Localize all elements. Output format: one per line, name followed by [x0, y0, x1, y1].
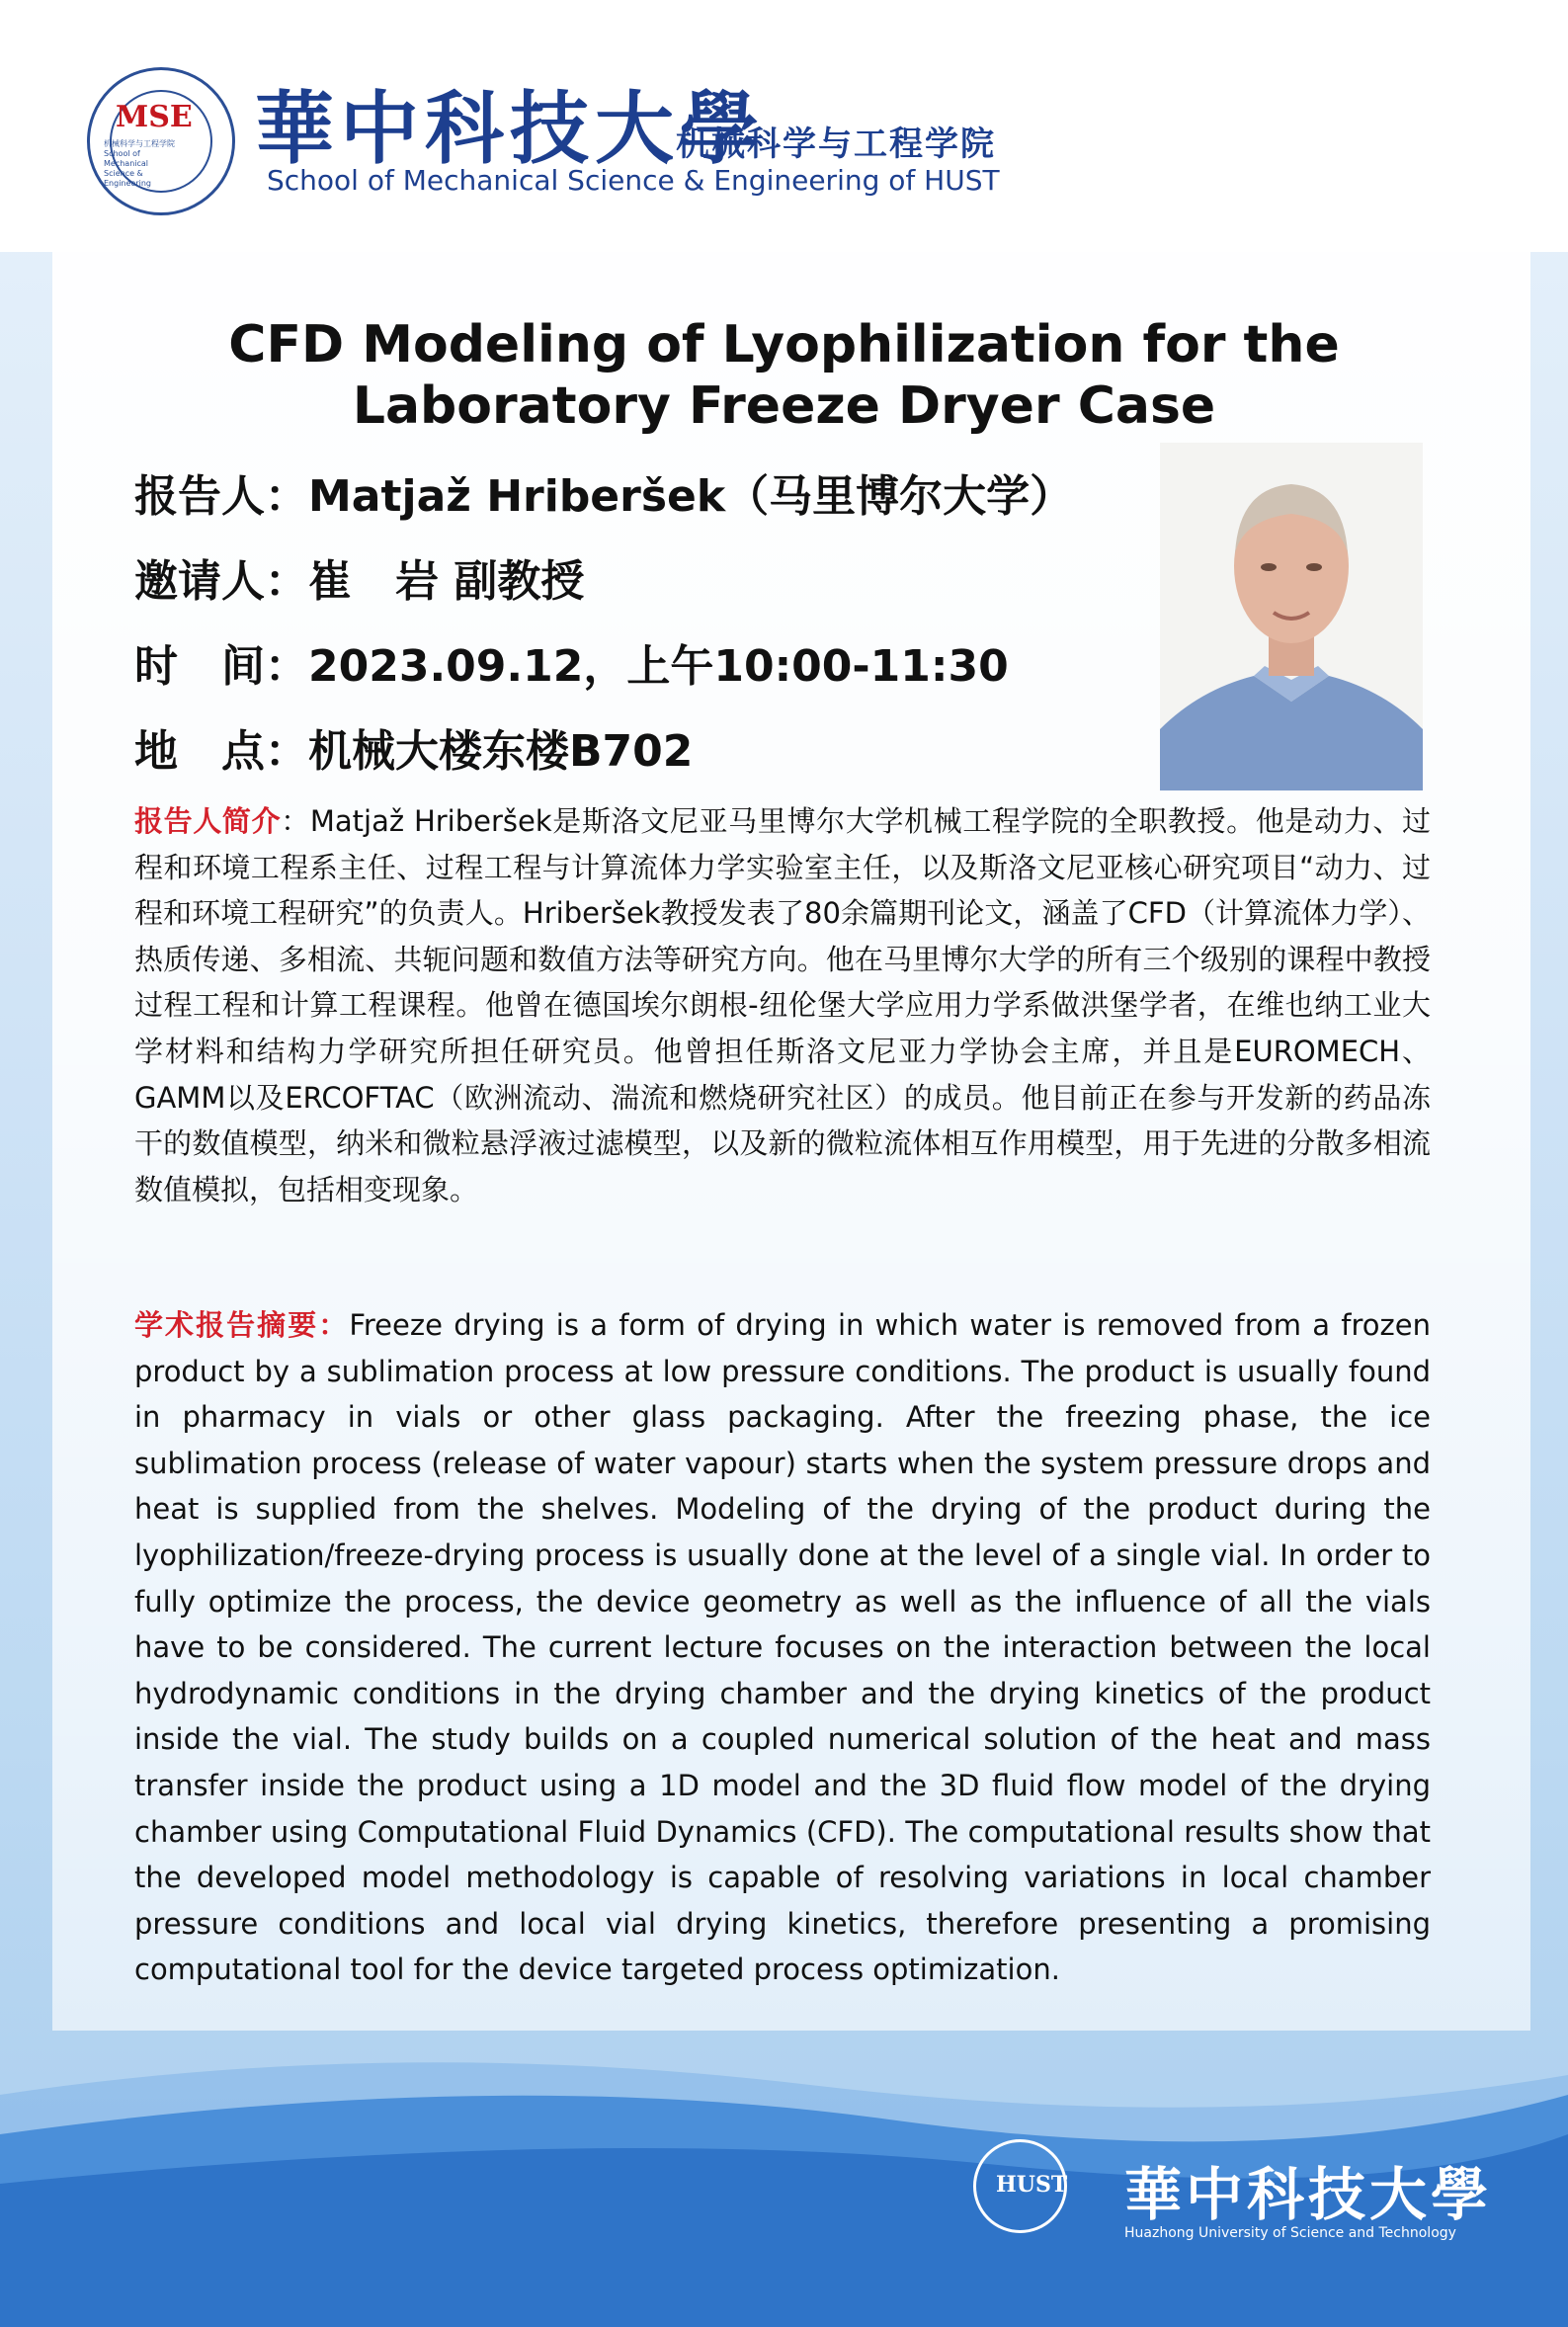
school-logo — [87, 67, 235, 215]
footer-logo-text: HUST — [996, 2172, 1068, 2198]
speaker-photo — [1160, 443, 1423, 790]
lecture-title — [0, 314, 1568, 437]
abstract-text: Freeze drying is a form of drying in which water is removed from a frozen product by a sublimation process at low pressure conditions. The product is usually found in pharmacy in vials or other glass packaging. After the freezing phase, the ice sublimation process (release of water vapour) starts when the system pressure drops and heat is supplied from the shelves. Modeling of the drying of the product during the lyophilization/freeze-drying process is usually done at the level of a single vial. In order to fully optimize the process, the device geometry as well as the influence of all the vials have to be considered. The current lecture focuses on the interaction between the local hydrodynamic conditions in the drying chamber and the drying kinetics of the product inside the vial. The study builds on a coupled numerical solution of the heat and mass transfer inside the product using a 1D model and the 3D fluid flow model of the drying chamber using Computational Fluid Dynamics (CFD). The computational results show that the developed model methodology is capable of resolving variations in local chamber pressure conditions and local vial drying kinetics, therefore presenting a promising computational tool for the device targeted process optimization. — [134, 1308, 1431, 1987]
logo-letters: MSE — [116, 100, 193, 134]
logo-sub-cn: 机械科学与工程学院 — [104, 139, 175, 148]
page-header — [0, 0, 1568, 252]
time-line: 时 间：2023.09.12，上午10:00-11:30 — [134, 641, 1009, 692]
footer-logo — [973, 2139, 1067, 2233]
inviter-line: 邀请人：崔 岩 副教授 — [134, 556, 585, 607]
logo-subtitle — [104, 139, 181, 189]
footer-university-en: Huazhong University of Science and Technology — [1124, 2225, 1456, 2241]
bio-label: 报告人简介 — [134, 804, 282, 838]
logo-sub-en: School of Mechanical Science & Engineering — [104, 149, 151, 188]
footer-university-cn: 華中科技大學 — [1124, 2161, 1493, 2228]
speaker-line: 报告人：Matjaž Hriberšek（马里博尔大学） — [134, 471, 1074, 522]
lecture-abstract — [134, 1302, 1431, 1993]
bio-text: ：Matjaž Hriberšek是斯洛文尼亚马里博尔大学机械工程学院的全职教授。他是动力、过程和环境工程系主任、过程工程与计算流体力学实验室主任，以及斯洛文尼亚核心研究项目“动力、过程和环境工程研究”的负责人。Hriberšek教授发表了80余篇期刊论文，涵盖了CFD（计算流体力学）、热质传递、多相流、共轭问题和数值方法等研究方向。他在马里博尔大学的所有三个级别的课程中教授过程工程和计算工程课程。他曾在德国埃尔朗根-纽伦堡大学应用力学系做洪堡学者，在维也纳工业大学材料和结构力学研究所担任研究员。他曾担任斯洛文尼亚力学协会主席，并且是EUROMECH、GAMM以及ERCOFTAC（欧洲流动、湍流和燃烧研究社区）的成员。他目前正在参与开发新的药品冻干的数值模型，纳米和微粒悬浮液过滤模型，以及新的微粒流体相互作用模型，用于先进的分散多相流数值模拟，包括相变现象。 — [134, 804, 1431, 1206]
speaker-bio — [134, 798, 1431, 1212]
school-name-en: School of Mechanical Science & Engineering of HUST — [267, 164, 1000, 197]
title-line-1: CFD Modeling of Lyophilization for the — [228, 315, 1340, 374]
abstract-label: 学术报告摘要： — [134, 1308, 350, 1342]
university-name-cn: 華中科技大學 — [255, 82, 765, 175]
title-line-2: Laboratory Freeze Dryer Case — [352, 376, 1216, 436]
place-line: 地 点：机械大楼东楼B702 — [134, 726, 694, 777]
school-name-cn: 机械科学与工程学院 — [676, 125, 996, 164]
